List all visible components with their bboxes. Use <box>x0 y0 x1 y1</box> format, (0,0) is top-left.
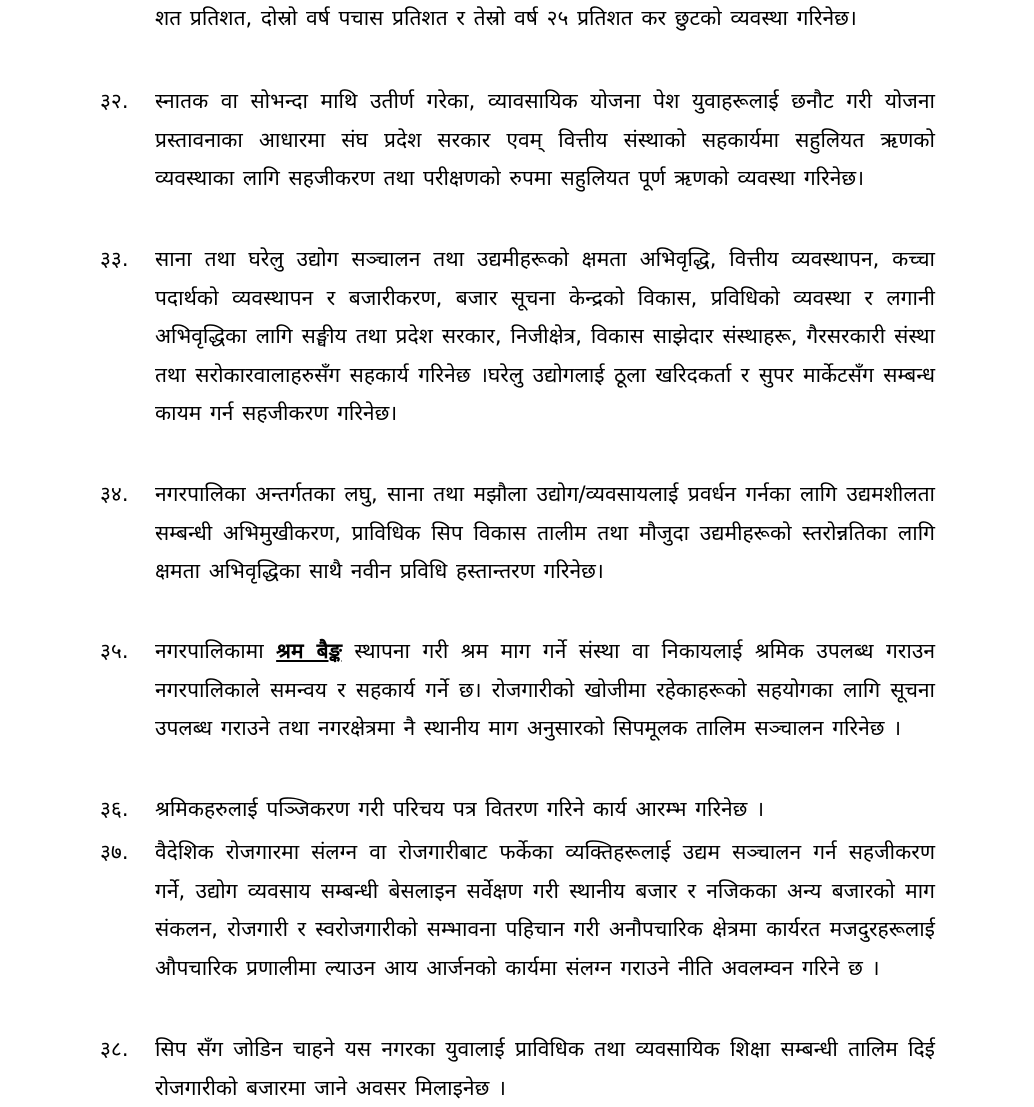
paragraph-text-start: नगरपालिकामा <box>155 639 277 663</box>
paragraph-number: ३३. <box>100 247 129 271</box>
paragraph-number: ३४. <box>100 482 129 506</box>
paragraph-text: सिप सँग जोडिन चाहने यस नगरका युवालाई प्राविधिक तथा व्यवसायिक शिक्षा सम्बन्धी तालिम दिई रोजगारीको बजारमा जाने अवसर मिलाइनेछ । <box>155 1037 935 1100</box>
paragraph-number: ३७. <box>100 840 129 864</box>
paragraph-number: ३५. <box>100 639 129 663</box>
paragraph-number: ३२. <box>100 89 129 113</box>
paragraph-text: स्नातक वा सोभन्दा माथि उतीर्ण गरेका, व्यावसायिक योजना पेश युवाहरूलाई छनौट गरी योजना प्रस्तावनाका आधारमा संघ प्रदेश सरकार एवम् वित्तीय संस्थाको सहकार्यमा सहुलियत ऋणको व्यवस्थाका लागि सहजीकरण तथा परीक्षणको रुपमा सहुलियत पूर्ण ऋणको व्यवस्था गरिनेछ। <box>155 89 935 190</box>
paragraph-text: शत प्रतिशत, दोस्रो वर्ष पचास प्रतिशत र तेस्रो वर्ष २५ प्रतिशत कर छुटको व्यवस्था गरिनेछ। <box>155 6 857 30</box>
labour-bank-term: श्रम बैङ्क <box>276 639 342 663</box>
paragraph-text <box>155 632 935 748</box>
paragraph-text: नगरपालिका अन्तर्गतका लघु, साना तथा मझौला उद्योग/व्यवसायलाई प्रवर्धन गर्नका लागि उद्यमशीलता सम्बन्धी अभिमुखीकरण, प्राविधिक सिप विकास तालीम तथा मौजुदा उद्यमीहरूको स्तरोन्नतिका लागि क्षमता अभिवृद्धिका साथै नवीन प्रविधि हस्तान्तरण गरिनेछ। <box>155 482 935 583</box>
paragraph-text: श्रमिकहरुलाई पञ्जिकरण गरी परिचय पत्र वितरण गरिने कार्य आरम्भ गरिनेछ । <box>155 797 765 821</box>
paragraph-text-end: स्थापना गरी श्रम माग गर्ने संस्था वा निकायलाई श्रमिक उपलब्ध गराउन नगरपालिकाले समन्वय र सहकार्य गर्ने छ। रोजगारीको खोजीमा रहेकाहरूको सहयोगका लागि सूचना उपलब्ध गराउने तथा नगरक्षेत्रमा नै स्थानीय माग अनुसारको सिपमूलक तालिम सञ्चालन गरिनेछ । <box>155 639 935 740</box>
paragraph-text: वैदेशिक रोजगारमा संलग्न वा रोजगारीबाट फर्केका व्यक्तिहरूलाई उद्यम सञ्चालन गर्न सहजीकरण गर्ने, उद्योग व्यवसाय सम्बन्धी बेसलाइन सर्वेक्षण गरी स्थानीय बजार र नजिकका अन्य बजारको माग संकलन, रोजगारी र स्वरोजगारीको सम्भावना पहिचान गरी अनौपचारिक क्षेत्रमा कार्यरत मजदुरहरूलाई औपचारिक प्रणालीमा ल्याउन आय आर्जनको कार्यमा संलग्न गराउने नीति अवलम्वन गरिने छ । <box>155 840 935 980</box>
paragraph-number: ३८. <box>100 1037 129 1061</box>
paragraph-text: साना तथा घरेलु उद्योग सञ्चालन तथा उद्यमीहरूको क्षमता अभिवृद्धि, वित्तीय व्यवस्थापन, कच्चा पदार्थको व्यवस्थापन र बजारीकरण, बजार सूचना केन्द्रको विकास, प्रविधिको व्यवस्था र लगानी अभिवृद्धिका लागि सङ्घीय तथा प्रदेश सरकार, निजीक्षेत्र, विकास साझेदार संस्थाहरू, गैरसरकारी संस्था तथा सरोकारवालाहरुसँग सहकार्य गरिनेछ ।घरेलु उद्योगलाई ठूला खरिदकर्ता र सुपर मार्केटसँग सम्बन्ध कायम गर्न सहजीकरण गरिनेछ। <box>155 247 935 425</box>
paragraph-number: ३६. <box>100 797 129 821</box>
